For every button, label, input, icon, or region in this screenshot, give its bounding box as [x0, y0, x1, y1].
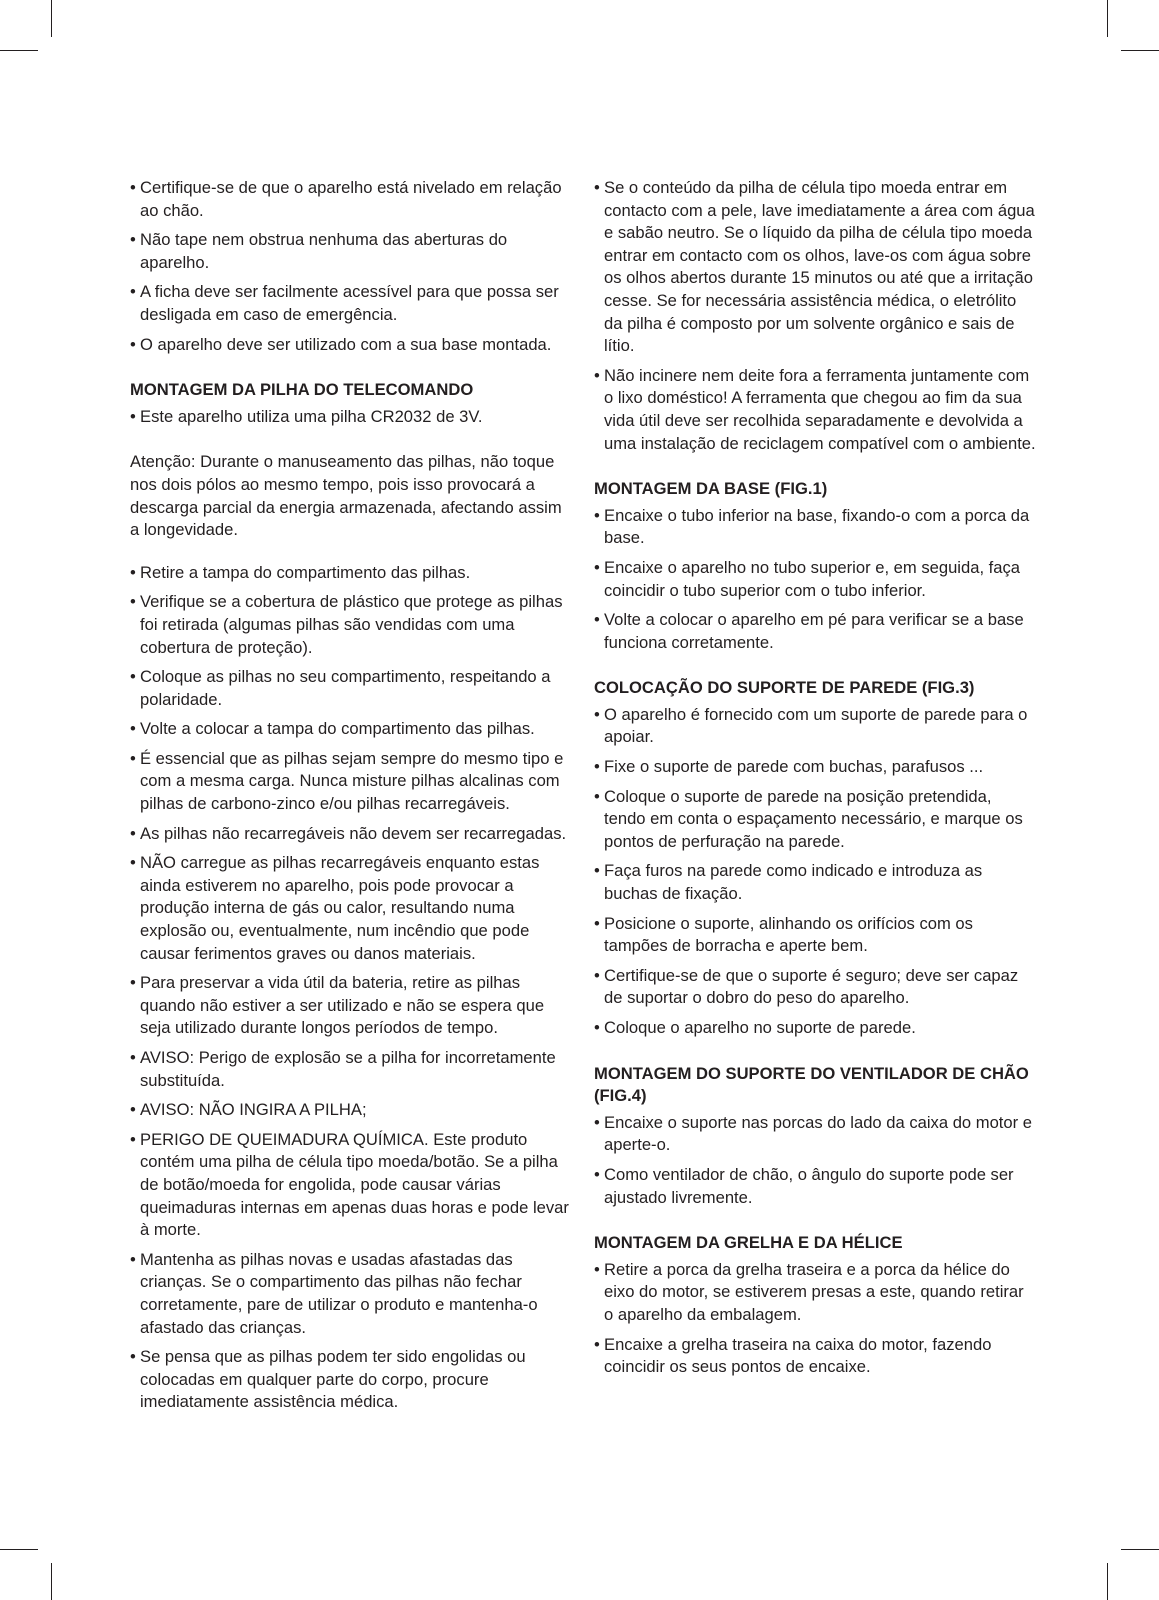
list-item: • NÃO carregue as pilhas recarregáveis enquanto estas ainda estiverem no aparelho, pois pode provocar a produção interna de gás ou calor, resultando numa explosão ou, eventualmente, num incêndio que pode causar ferimentos graves ou danos materiais.: [130, 853, 540, 963]
section-heading-floor-stand: MONTAGEM DO SUPORTE DO VENTILADOR DE CHÃO (FIG.4): [594, 1063, 1029, 1106]
list-item: • Este aparelho utiliza uma pilha CR2032 de 3V.: [130, 406, 483, 426]
right-column: [594, 177, 1036, 1386]
list-item: • AVISO: Perigo de explosão se a pilha for incorretamente substituída.: [130, 1048, 556, 1090]
section-heading-wall-bracket: COLOCAÇÃO DO SUPORTE DE PAREDE (FIG.3): [594, 678, 975, 698]
section-heading-remote-battery: MONTAGEM DA PILHA DO TELECOMANDO: [130, 380, 474, 400]
list-item: • Certifique-se de que o suporte é seguro; deve ser capaz de suportar o dobro do peso do aparelho.: [594, 965, 1019, 1008]
list-item: • Coloque o aparelho no suporte de parede.: [594, 1018, 916, 1037]
list-item: • Faça furos na parede como indicado e introduza as buchas de fixação.: [594, 861, 983, 904]
crop-mark: [0, 1549, 38, 1550]
list-item: • Volte a colocar a tampa do compartimento das pilhas.: [130, 719, 535, 739]
list-item: • PERIGO DE QUEIMADURA QUÍMICA. Este produto contém uma pilha de célula tipo moeda/botão. Se a pilha de botão/moeda for engolida, pode causar várias queimaduras internas em apenas duas horas e pode levar à morte.: [130, 1129, 569, 1240]
list-item: • Encaixe o aparelho no tubo superior e, em seguida, faça coincidir o tubo superior com o tubo inferior.: [594, 557, 1021, 600]
list-item: • Verifique se a cobertura de plástico que protege as pilhas foi retirada (algumas pilhas são vendidas com uma cobertura de proteção).: [130, 592, 563, 657]
list-item: • Encaixe o suporte nas porcas do lado da caixa do motor e aperte-o.: [594, 1112, 1033, 1155]
list-item: • Como ventilador de chão, o ângulo do suporte pode ser ajustado livremente.: [594, 1164, 1014, 1207]
list-item: • Encaixe a grelha traseira na caixa do motor, fazendo coincidir os seus pontos de encaixe.: [594, 1334, 992, 1377]
attention-paragraph: Atenção: Durante o manuseamento das pilhas, não toque nos dois pólos ao mesmo tempo, pois isso provocará a descarga parcial da energia armazenada, afectando assim a longevidade.: [130, 452, 562, 540]
list-item: • Mantenha as pilhas novas e usadas afastadas das crianças. Se o compartimento das pilhas não fechar corretamente, pare de utilizar o produto e mantenha-o afastado das crianças.: [130, 1249, 538, 1337]
crop-mark: [1107, 0, 1108, 37]
list-item: • Para preservar a vida útil da bateria, retire as pilhas quando não estiver a ser utilizado e não se espera que seja utilizado durante longos períodos de tempo.: [130, 973, 545, 1038]
list-item: • Posicione o suporte, alinhando os orifícios com os tampões de borracha e aperte bem.: [594, 913, 973, 956]
left-column: [130, 177, 570, 1421]
list-item: • O aparelho deve ser utilizado com a sua base montada.: [130, 334, 552, 354]
list-item: • AVISO: NÃO INGIRA A PILHA;: [130, 1100, 367, 1120]
list-item: • O aparelho é fornecido com um suporte de parede para o apoiar.: [594, 704, 1028, 747]
crop-mark: [51, 0, 52, 37]
list-item: • É essencial que as pilhas sejam sempre do mesmo tipo e com a mesma carga. Nunca misture pilhas alcalinas com pilhas de carbono-zinco e/ou pilhas recarregáveis.: [130, 748, 564, 814]
list-item: • Não tape nem obstrua nenhuma das aberturas do aparelho.: [130, 230, 508, 272]
list-item: • Se pensa que as pilhas podem ter sido engolidas ou colocadas em qualquer parte do corpo, procure imediatamente assistência médica.: [130, 1347, 526, 1412]
list-item: • Fixe o suporte de parede com buchas, parafusos ...: [594, 757, 984, 777]
list-item: • Retire a tampa do compartimento das pilhas.: [130, 562, 471, 582]
section-heading-base: MONTAGEM DA BASE (FIG.1): [594, 479, 828, 499]
list-item: • Encaixe o tubo inferior na base, fixando-o com a porca da base.: [594, 505, 1030, 548]
list-item: • Volte a colocar o aparelho em pé para verificar se a base funciona corretamente.: [594, 610, 1024, 652]
list-item: • Certifique-se de que o aparelho está nivelado em relação ao chão.: [130, 178, 562, 220]
crop-mark: [0, 50, 38, 51]
crop-mark: [1121, 50, 1159, 51]
list-item: • Coloque as pilhas no seu compartimento, respeitando a polaridade.: [130, 667, 551, 709]
list-item: • Retire a porca da grelha traseira e a porca da hélice do eixo do motor, se estiverem presas a este, quando retirar o aparelho da embalagem.: [594, 1259, 1024, 1324]
list-item: • As pilhas não recarregáveis não devem ser recarregadas.: [130, 823, 567, 843]
list-item: • A ficha deve ser facilmente acessível para que possa ser desligada em caso de emergência.: [130, 282, 559, 324]
list-item: • Coloque o suporte de parede na posição pretendida, tendo em conta o espaçamento necessário, e marque os pontos de perfuração na parede.: [594, 786, 1023, 851]
list-item: • Se o conteúdo da pilha de célula tipo moeda entrar em contacto com a pele, lave imediatamente a área com água e sabão neutro. Se o líquido da pilha de célula tipo moeda entrar em contacto com os olhos, lave-os com água sobre os olhos abertos durante 15 minutos ou até que a irritação cesse. Se for necessária assistência médica, o eletrólito da pilha é composto por um solvente orgânico e sais de lítio.: [594, 178, 1035, 356]
section-heading-grille-blade: MONTAGEM DA GRELHA E DA HÉLICE: [594, 1233, 903, 1253]
crop-mark: [1107, 1563, 1108, 1600]
list-item: • Não incinere nem deite fora a ferramenta juntamente com o lixo doméstico! A ferramenta que chegou ao fim da sua vida útil deve ser recolhida separadamente e devolvida a uma instalação de reciclagem compatível com o ambiente.: [594, 365, 1036, 453]
crop-mark: [1121, 1549, 1159, 1550]
crop-mark: [51, 1563, 52, 1600]
